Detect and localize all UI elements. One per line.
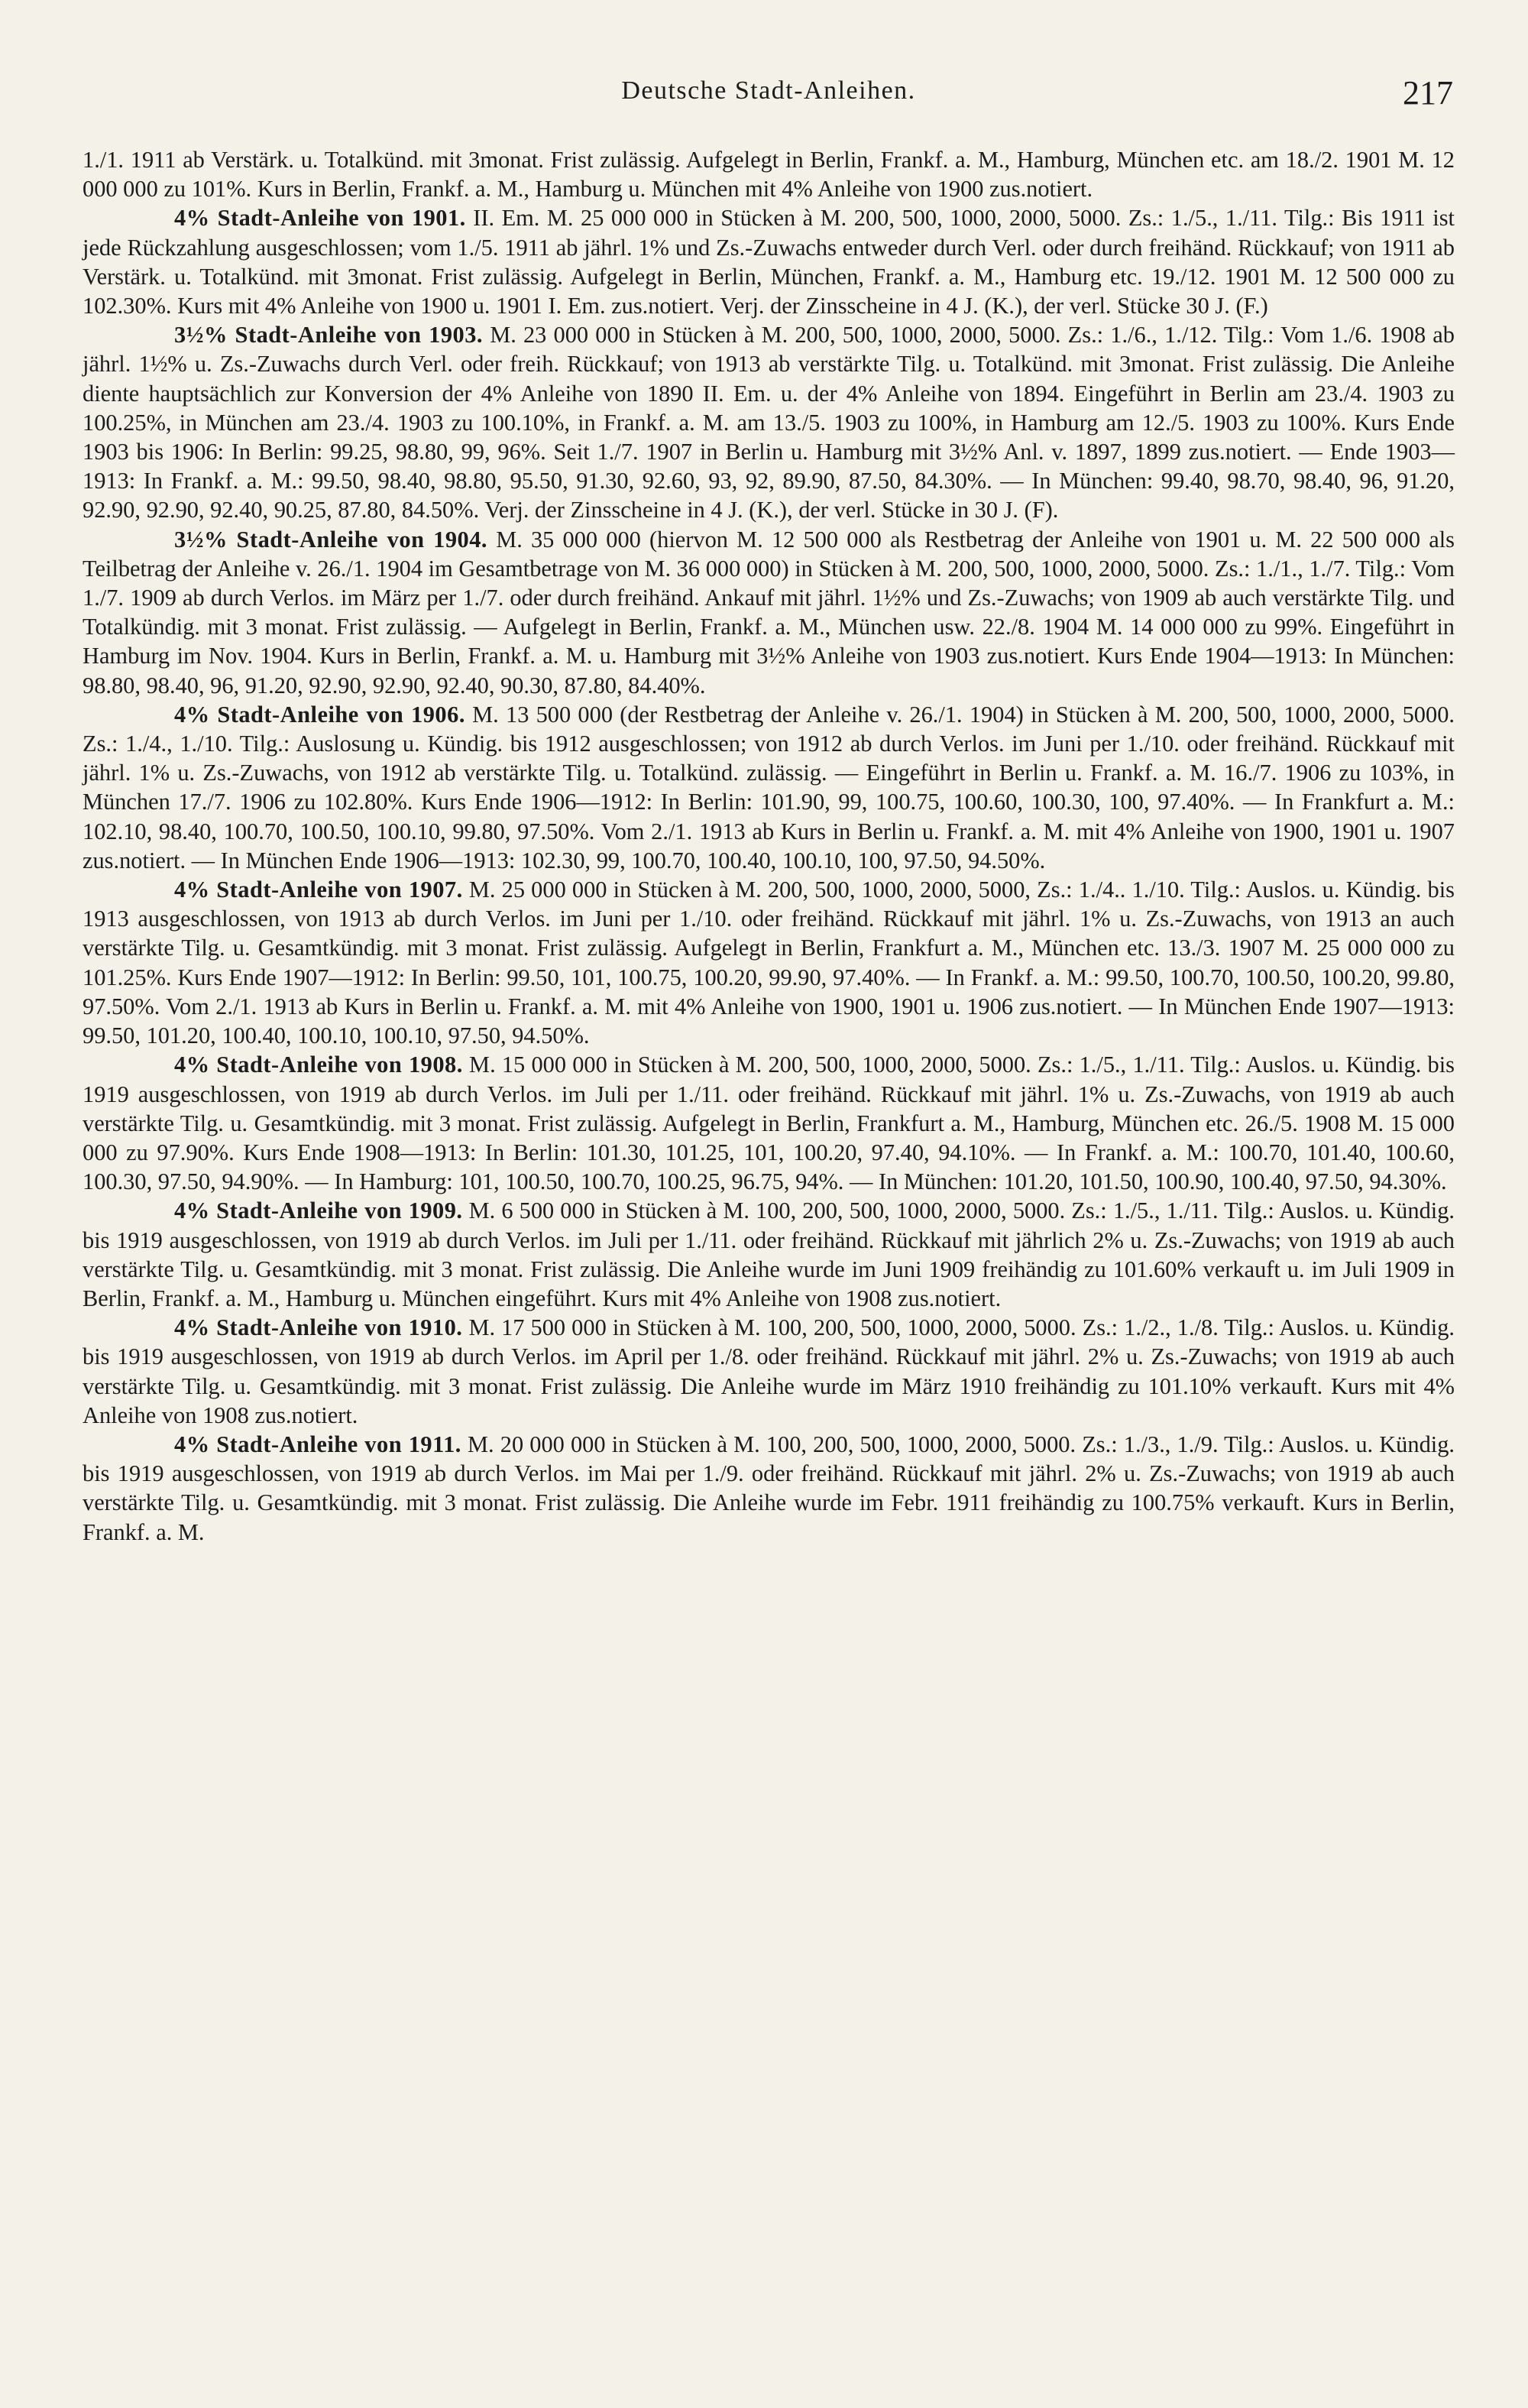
section-heading: 3½% Stadt-Anleihe von 1904. bbox=[174, 526, 488, 553]
paragraph-text: II. Em. M. 25 000 000 in Stücken à M. 200, 500, 1000, 2000, 5000. Zs.: 1./5., 1./11. Tilg.: Bis 1911 ist jede Rückzahlung ausgeschlossen; vom 1./5. 1911 ab jährl. 1% und Zs.-Zuwachs entweder durch Verl. oder durch freihänd. Rückkauf; von 1911 ab Verstärk. u. Totalkünd. mit 3monat. Frist zulässig. Aufgelegt in Berlin, München, Frankf. a. M., Hamburg etc. 19./12. 1901 M. 12 500 000 zu 102.30%. Kurs mit 4% Anleihe von 1900 u. 1901 I. Em. zus.notiert. Verj. der Zinsscheine in 4 J. (K.), der verl. Stücke 30 J. (F.) bbox=[83, 205, 1455, 319]
section-heading: 4% Stadt-Anleihe von 1906. bbox=[174, 701, 465, 728]
paragraph-anleihe-1911 bbox=[83, 1430, 1455, 1547]
page-header bbox=[83, 76, 1455, 125]
page-number: 217 bbox=[1403, 74, 1453, 112]
paragraph-anleihe-1901 bbox=[83, 203, 1455, 320]
section-heading: 4% Stadt-Anleihe von 1901. bbox=[174, 205, 466, 232]
section-heading: 3½% Stadt-Anleihe von 1903. bbox=[174, 322, 484, 348]
section-heading: 4% Stadt-Anleihe von 1908. bbox=[174, 1052, 463, 1078]
paragraph-anleihe-1903 bbox=[83, 320, 1455, 524]
paragraph-anleihe-1909 bbox=[83, 1196, 1455, 1313]
section-heading: 4% Stadt-Anleihe von 1910. bbox=[174, 1314, 463, 1341]
paragraph-text: M. 20 000 000 in Stücken à M. 100, 200, 500, 1000, 2000, 5000. Zs.: 1./3., 1./9. Tilg.: Auslos. u. Kündig. bis 1919 ausgeschlossen, von 1919 ab durch Verlos. im Mai per 1./9. oder freihänd. Rückkauf mit jährl. 2% u. Zs.-Zuwachs; von 1919 ab auch verstärkte Tilg. u. Gesamtkündig. mit 3 monat. Frist zulässig. Die Anleihe wurde im Febr. 1911 freihändig zu 100.75% verkauft. Kurs in Berlin, Frankf. a. M. bbox=[83, 1431, 1455, 1545]
paragraph-anleihe-1910 bbox=[83, 1313, 1455, 1430]
paragraph-text: 1./1. 1911 ab Verstärk. u. Totalkünd. mit 3monat. Frist zulässig. Aufgelegt in Berlin, Frankf. a. M., Hamburg, München etc. am 18./2. 1901 M. 12 000 000 zu 101%. Kurs in Berlin, Frankf. a. M., Hamburg u. München mit 4% Anleihe von 1900 zus.notiert. bbox=[83, 147, 1455, 203]
paragraph-anleihe-1904 bbox=[83, 525, 1455, 700]
paragraph-text: M. 35 000 000 (hiervon M. 12 500 000 als Restbetrag der Anleihe von 1901 u. M. 22 500 000 als Teilbetrag der Anleihe v. 26./1. 1904 im Gesamtbetrage von M. 36 000 000) in Stücken à M. 200, 500, 1000, 2000, 5000. Zs.: 1./1., 1./7. Tilg.: Vom 1./7. 1909 ab durch Verlos. im März per 1./7. oder durch freihänd. Ankauf mit jährl. 1½% und Zs.-Zuwachs; von 1909 ab auch verstärkte Tilg. und Totalkündig. mit 3 monat. Frist zulässig. — Aufgelegt in Berlin, Frankf. a. M., München usw. 22./8. 1904 M. 14 000 000 zu 99%. Eingeführt in Hamburg im Nov. 1904. Kurs in Berlin, Frankf. a. M. u. Hamburg mit 3½% Anleihe von 1903 zus.notiert. Kurs Ende 1904—1913: In München: 98.80, 98.40, 96, 91.20, 92.90, 92.90, 92.40, 90.30, 87.80, 84.40%. bbox=[83, 526, 1455, 698]
paragraph-continuation bbox=[83, 145, 1455, 203]
document-body bbox=[83, 145, 1455, 1547]
section-heading: 4% Stadt-Anleihe von 1909. bbox=[174, 1198, 463, 1224]
paragraph-text: M. 15 000 000 in Stücken à M. 200, 500, 1000, 2000, 5000. Zs.: 1./5., 1./11. Tilg.: Auslos. u. Kündig. bis 1919 ausgeschlossen, von 1919 ab durch Verlos. im Juli per 1./11. oder freihänd. Rückkauf mit jährl. 1% u. Zs.-Zuwachs, von 1919 ab auch verstärkte Tilg. u. Gesamtkündig. mit 3 monat. Frist zulässig. Aufgelegt in Berlin, Frankfurt a. M., Hamburg, München etc. 26./5. 1908 M. 15 000 000 zu 97.90%. Kurs Ende 1908—1913: In Berlin: 101.30, 101.25, 101, 100.20, 97.40, 94.10%. — In Frankf. a. M.: 100.70, 101.40, 100.60, 100.30, 97.50, 94.90%. — In Hamburg: 101, 100.50, 100.70, 100.25, 96.75, 94%. — In München: 101.20, 101.50, 100.90, 100.40, 97.50, 94.30%. bbox=[83, 1052, 1455, 1195]
paragraph-text: M. 17 500 000 in Stücken à M. 100, 200, 500, 1000, 2000, 5000. Zs.: 1./2., 1./8. Tilg.: Auslos. u. Kündig. bis 1919 ausgeschlossen, von 1919 ab durch Verlos. im April per 1./8. oder freihänd. Rückkauf mit jährl. 2% u. Zs.-Zuwachs; von 1919 ab auch verstärkte Tilg. u. Gesamtkündig. mit 3 monat. Frist zulässig. Die Anleihe wurde im März 1910 freihändig zu 101.10% verkauft. Kurs mit 4% Anleihe von 1908 zus.notiert. bbox=[83, 1314, 1455, 1428]
running-title: Deutsche Stadt-Anleihen. bbox=[621, 76, 916, 105]
paragraph-anleihe-1906 bbox=[83, 700, 1455, 875]
paragraph-text: M. 25 000 000 in Stücken à M. 200, 500, 1000, 2000, 5000, Zs.: 1./4.. 1./10. Tilg.: Auslos. u. Kündig. bis 1913 ausgeschlossen, von 1913 ab durch Verlos. im Juni per 1./10. oder freihänd. Rückkauf mit jährl. 1% u. Zs.-Zuwachs, von 1913 an auch verstärkte Tilg. u. Gesamtkündig. mit 3 monat. Frist zulässig. Aufgelegt in Berlin, Frankfurt a. M., München etc. 13./3. 1907 M. 25 000 000 zu 101.25%. Kurs Ende 1907—1912: In Berlin: 99.50, 101, 100.75, 100.20, 99.90, 97.40%. — In Frankf. a. M.: 99.50, 100.70, 100.50, 100.20, 99.80, 97.50%. Vom 2./1. 1913 ab Kurs in Berlin u. Frankf. a. M. mit 4% Anleihe von 1900, 1901 u. 1906 zus.notiert. — In München Ende 1907—1913: 99.50, 101.20, 100.40, 100.10, 100.10, 97.50, 94.50%. bbox=[83, 877, 1455, 1049]
paragraph-text: M. 6 500 000 in Stücken à M. 100, 200, 500, 1000, 2000, 5000. Zs.: 1./5., 1./11. Tilg.: Auslos. u. Kündig. bis 1919 ausgeschlossen, von 1919 ab durch Verlos. im Juli per 1./11. oder freihänd. Rückkauf mit jährlich 2% u. Zs.-Zuwachs; von 1919 ab auch verstärkte Tilg. u. Gesamtkündig. mit 3 monat. Frist zulässig. Die Anleihe wurde im Juni 1909 freihändig zu 101.60% verkauft u. im Juli 1909 in Berlin, Frankf. a. M., Hamburg u. München eingeführt. Kurs mit 4% Anleihe von 1908 zus.notiert. bbox=[83, 1198, 1455, 1311]
paragraph-anleihe-1907 bbox=[83, 875, 1455, 1050]
paragraph-text: M. 13 500 000 (der Restbetrag der Anleihe v. 26./1. 1904) in Stücken à M. 200, 500, 1000, 2000, 5000. Zs.: 1./4., 1./10. Tilg.: Auslosung u. Kündig. bis 1912 ausgeschlossen; von 1912 ab durch Verlos. im Juni per 1./10. oder freihänd. Rückkauf mit jährl. 1% u. Zs.-Zuwachs, von 1912 ab verstärkte Tilg. u. Totalkünd. zulässig. — Eingeführt in Berlin u. Frankf. a. M. 16./7. 1906 zu 103%, in München 17./7. 1906 zu 102.80%. Kurs Ende 1906—1912: In Berlin: 101.90, 99, 100.75, 100.60, 100.30, 100, 97.40%. — In Frankfurt a. M.: 102.10, 98.40, 100.70, 100.50, 100.10, 99.80, 97.50%. Vom 2./1. 1913 ab Kurs in Berlin u. Frankf. a. M. mit 4% Anleihe von 1900, 1901 u. 1907 zus.notiert. — In München Ende 1906—1913: 102.30, 99, 100.70, 100.40, 100.10, 100, 97.50, 94.50%. bbox=[83, 701, 1455, 873]
section-heading: 4% Stadt-Anleihe von 1911. bbox=[174, 1431, 461, 1457]
section-heading: 4% Stadt-Anleihe von 1907. bbox=[174, 877, 463, 903]
paragraph-anleihe-1908 bbox=[83, 1050, 1455, 1196]
paragraph-text: M. 23 000 000 in Stücken à M. 200, 500, 1000, 2000, 5000. Zs.: 1./6., 1./12. Tilg.: Vom 1./6. 1908 ab jährl. 1½% u. Zs.-Zuwachs durch Verl. oder freih. Rückkauf; von 1913 ab verstärkte Tilg. u. Totalkünd. mit 3monat. Frist zulässig. Die Anleihe diente hauptsächlich zur Konversion der 4% Anleihe von 1890 II. Em. u. der 4% Anleihe von 1894. Eingeführt in Berlin am 23./4. 1903 zu 100.25%, in München am 23./4. 1903 zu 100.10%, in Frankf. a. M. am 13./5. 1903 zu 100%, in Hamburg am 12./5. 1903 zu 100%. Kurs Ende 1903 bis 1906: In Berlin: 99.25, 98.80, 99, 96%. Seit 1./7. 1907 in Berlin u. Hamburg mit 3½% Anl. v. 1897, 1899 zus.notiert. — Ende 1903—1913: In Frankf. a. M.: 99.50, 98.40, 98.80, 95.50, 91.30, 92.60, 93, 92, 89.90, 87.50, 84.30%. — In München: 99.40, 98.70, 98.40, 96, 91.20, 92.90, 92.90, 92.40, 90.25, 87.80, 84.50%. Verj. der Zinsscheine in 4 J. (K.), der verl. Stücke in 30 J. (F). bbox=[83, 322, 1455, 523]
